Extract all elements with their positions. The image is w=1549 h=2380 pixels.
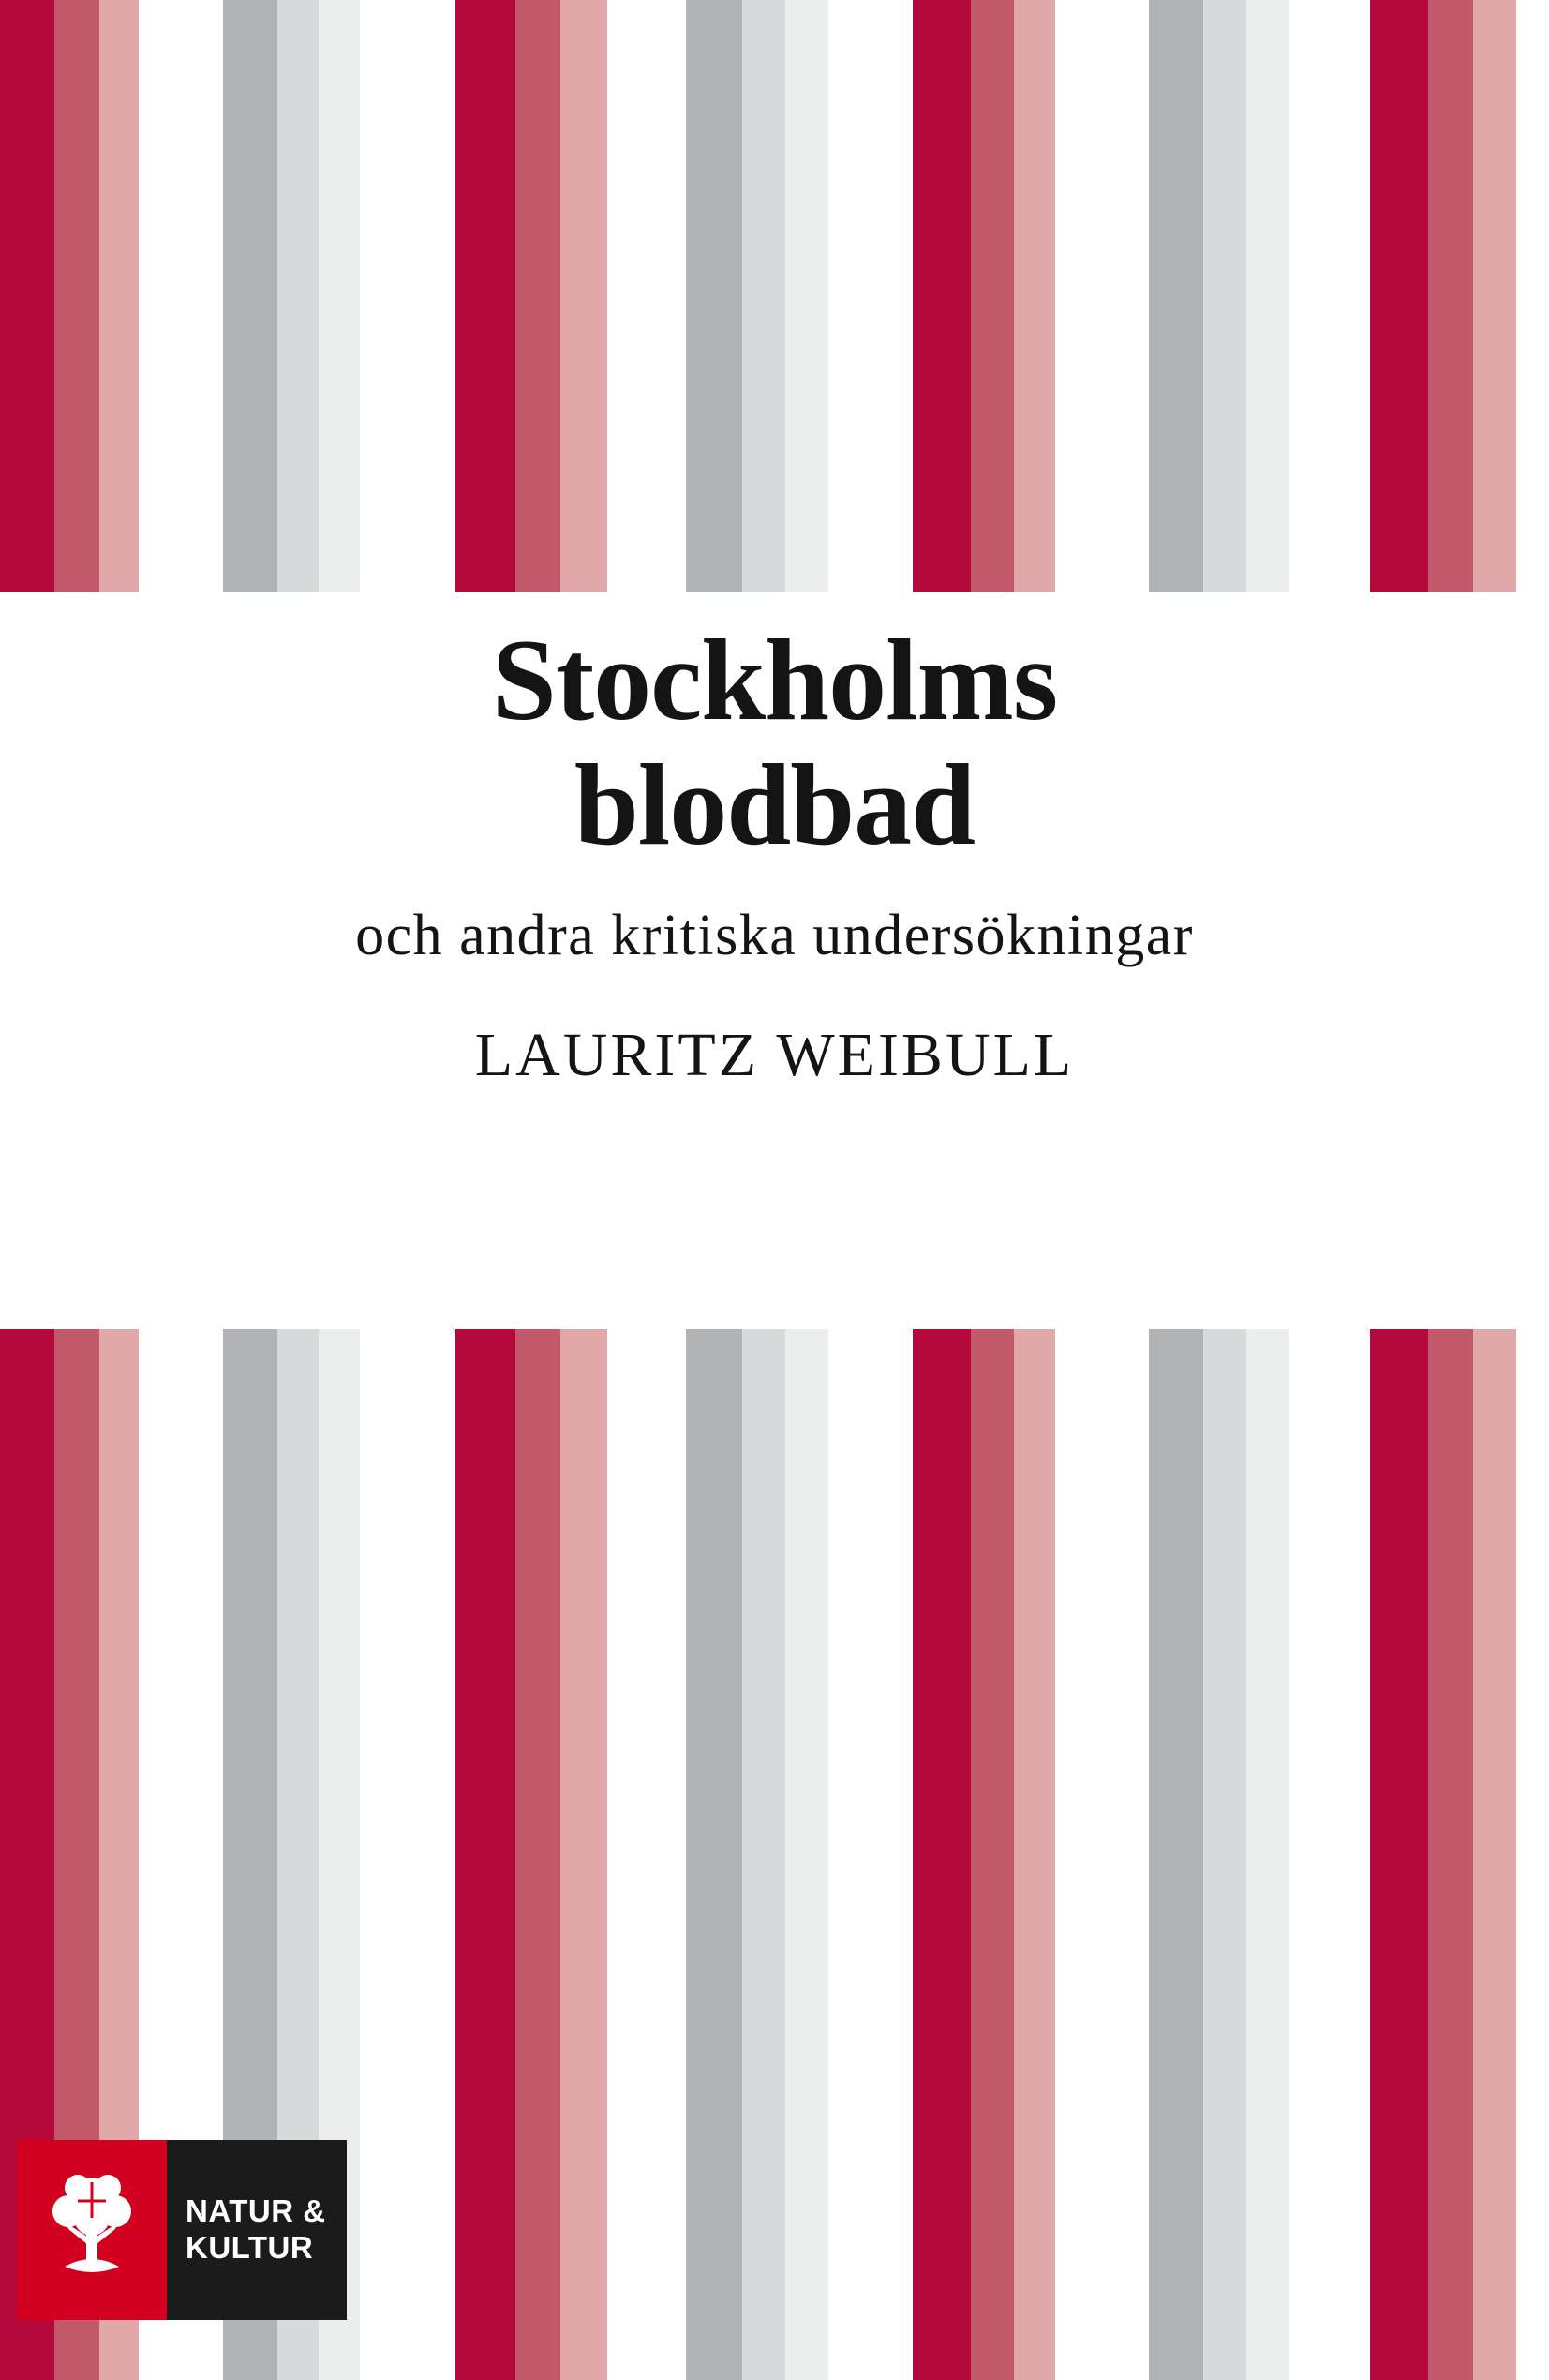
stripe [1289, 1329, 1370, 2380]
stripe [913, 1329, 971, 2380]
stripe [828, 0, 913, 592]
stripe [607, 1329, 686, 2380]
stripe [1246, 1329, 1289, 2380]
stripe [607, 0, 686, 592]
stripe [455, 0, 515, 592]
stripe [1428, 1329, 1473, 2380]
stripe [277, 0, 319, 592]
stripe [1246, 0, 1289, 592]
publisher-name-line-1: NATUR & [186, 2193, 326, 2229]
tree-icon [17, 2140, 167, 2320]
stripe [686, 1329, 742, 2380]
subtitle: och andra kritiska undersökningar [355, 904, 1194, 968]
stripe [686, 0, 742, 592]
stripe [560, 0, 607, 592]
title-block [0, 616, 1549, 1091]
stripe [785, 0, 828, 592]
author-name: LAURITZ WEIBULL [474, 1021, 1075, 1090]
stripe [742, 0, 785, 592]
stripe [971, 1329, 1014, 2380]
stripe [1203, 0, 1246, 592]
publisher-logo [17, 2140, 347, 2320]
stripe [785, 1329, 828, 2380]
stripe [1428, 0, 1473, 592]
stripe [515, 0, 560, 592]
stripe [139, 0, 223, 592]
stripe [319, 0, 360, 592]
stripe [1370, 1329, 1428, 2380]
stripe [1289, 0, 1370, 592]
stripe [971, 0, 1014, 592]
stripe [99, 0, 139, 592]
publisher-name [167, 2140, 347, 2320]
stripe [1516, 1329, 1549, 2380]
stripe [913, 0, 971, 592]
stripe [1149, 1329, 1203, 2380]
stripe [1473, 0, 1516, 592]
stripe [1473, 1329, 1516, 2380]
stripe [828, 1329, 913, 2380]
publisher-name-line-2: KULTUR [186, 2230, 314, 2265]
stripe [560, 1329, 607, 2380]
stripe [1055, 0, 1149, 592]
page-title-line-2: blodbad [573, 740, 976, 869]
stripe [0, 0, 54, 592]
page-title-line-1: Stockholms [491, 616, 1058, 744]
stripe [360, 0, 455, 592]
stripe [1516, 0, 1549, 592]
stripe [1203, 1329, 1246, 2380]
stripe [1149, 0, 1203, 592]
stripe-band-top [0, 0, 1549, 592]
stripe [1055, 1329, 1149, 2380]
stripe [1370, 0, 1428, 592]
stripe [360, 1329, 455, 2380]
stripe [742, 1329, 785, 2380]
stripe [515, 1329, 560, 2380]
stripe [1014, 1329, 1055, 2380]
stripe [455, 1329, 515, 2380]
stripe [54, 0, 99, 592]
stripe [223, 0, 277, 592]
stripe [1014, 0, 1055, 592]
